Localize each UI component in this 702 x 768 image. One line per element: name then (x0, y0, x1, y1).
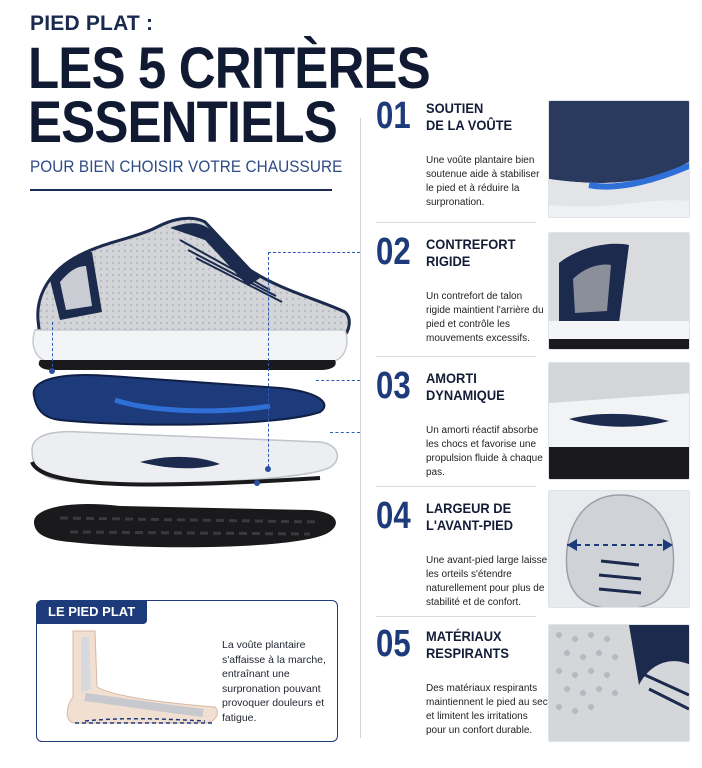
criterion-title: LARGEUR DE L'AVANT-PIED (426, 500, 514, 533)
criteria-divider-3 (376, 486, 536, 487)
criterion-title: MATÉRIAUX RESPIRANTS (426, 628, 510, 661)
thumb-forefoot-width (548, 490, 690, 608)
criterion-number: 03 (376, 365, 411, 407)
criterion-description: Une avant-pied large laisse les orteils s'étendre naturellement pour plus de stabilité et de confort. (426, 555, 548, 608)
criterion-title: CONTREFORT RIGIDE (426, 236, 516, 269)
criteria-vertical-rule (360, 118, 361, 738)
cushioning-icon (549, 363, 690, 480)
callout-tab-label: LE PIED PLAT (36, 600, 147, 624)
criterion-description: Un amorti réactif absorbe les chocs et favorise une propulsion fluide à chaque pas. (426, 425, 543, 478)
criterion-number: 05 (376, 623, 411, 665)
criterion-description: Un contrefort de talon rigide maintient l'arrière du pied et contrôle les mouvements excessifs. (426, 291, 544, 344)
outsole-icon (34, 504, 336, 547)
shoe-upper-icon (33, 218, 349, 370)
page-title-line-1: LES 5 CRITÈRES (28, 36, 430, 101)
thumb-cushioning (548, 362, 690, 480)
thumb-arch-support (548, 100, 690, 218)
criterion-description: Des matériaux respirants maintiennent le pied au sec et limitent les irritations pour un confort durable. (426, 683, 548, 736)
leader-line-3 (316, 380, 360, 381)
leader-line-1-h (268, 252, 360, 253)
thumb-breathable-materials (548, 624, 690, 742)
criterion-number: 04 (376, 495, 411, 537)
leader-line-4 (330, 432, 360, 433)
criterion-title: AMORTI DYNAMIQUE (426, 370, 505, 403)
forefoot-width-icon (549, 491, 690, 608)
leader-dot-2 (49, 368, 55, 374)
leader-dot-1 (265, 466, 271, 472)
leader-line-1 (268, 252, 269, 472)
leader-dot-3 (254, 480, 260, 486)
thumb-heel-counter (548, 232, 690, 350)
criteria-divider-1 (376, 222, 536, 223)
heel-counter-icon (549, 233, 690, 350)
criterion-number: 01 (376, 95, 411, 137)
leader-line-2 (52, 322, 53, 372)
page-title-line-2: ESSENTIELS (28, 90, 337, 155)
arch-support-icon (549, 101, 690, 218)
insole-icon (34, 375, 325, 425)
foot-skeleton-icon (55, 627, 225, 737)
breathable-mesh-icon (549, 625, 690, 742)
callout-description: La voûte plantaire s'affaisse à la marche, entraînant une surpronation pouvant provoquer douleurs et fatigue. (222, 639, 326, 724)
criteria-divider-4 (376, 616, 536, 617)
midsole-icon (32, 432, 337, 485)
subtitle-underline (30, 189, 332, 191)
criterion-number: 02 (376, 231, 411, 273)
page-subtitle: POUR BIEN CHOISIR VOTRE CHAUSSURE (30, 157, 343, 176)
exploded-shoe-illustration (20, 200, 360, 570)
criteria-divider-2 (376, 356, 536, 357)
criterion-description: Une voûte plantaire bien soutenue aide à stabiliser le pied et à réduire la surpronation. (426, 155, 540, 208)
page-kicker: PIED PLAT : (30, 12, 154, 35)
criterion-title: SOUTIEN DE LA VOÛTE (426, 100, 513, 133)
